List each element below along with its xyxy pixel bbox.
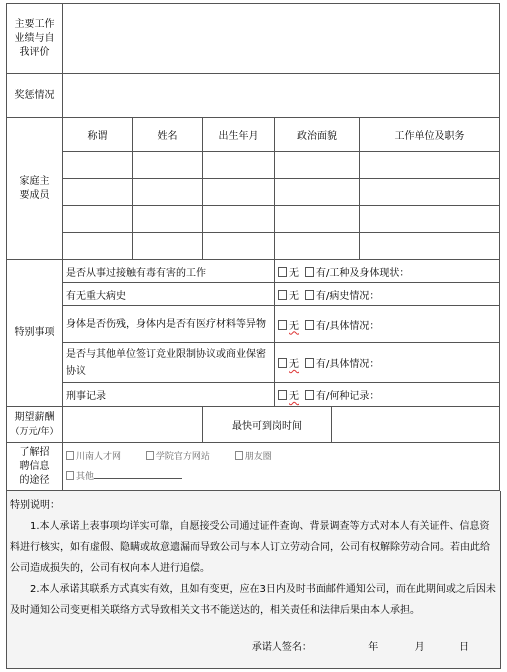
source-options-line [66,467,496,487]
family-cell[interactable] [275,179,360,206]
month-label: 月 [414,642,425,653]
form-table [6,3,500,491]
special-answer [275,343,500,383]
signature-line [10,637,497,658]
yes-option[interactable]: 有/具体情况： [305,321,379,332]
checkbox-icon [305,267,314,277]
special-answer [275,306,500,343]
family-cell[interactable] [360,206,500,233]
source-option[interactable]: 其他 [66,472,94,482]
family-cell[interactable] [203,179,275,206]
family-cell[interactable] [63,206,133,233]
family-row [7,152,500,179]
checkbox-icon [278,358,287,368]
row-rewards [7,74,500,118]
yes-option[interactable]: 有/病史情况： [305,291,379,302]
no-option[interactable]: 无 [278,321,299,332]
family-cell[interactable] [360,152,500,179]
application-form [6,3,499,669]
notes-title: 特别说明： [10,500,60,511]
special-row [7,343,500,383]
row-self-eval [7,4,500,74]
year-label: 年 [368,642,379,653]
no-option[interactable]: 无 [278,359,299,370]
no-option[interactable]: 无 [278,268,299,279]
family-cell[interactable] [133,233,203,260]
special-question: 是否与其他单位签订竞业限制协议或商业保密协议 [63,343,275,383]
family-row [7,179,500,206]
salary-unit: （万元/年） [10,426,59,437]
family-cell[interactable] [133,152,203,179]
checkbox-icon [146,451,154,460]
family-cell[interactable] [203,206,275,233]
special-question: 刑事记录 [63,383,275,407]
special-row [7,383,500,407]
special-row [7,260,500,283]
family-cell[interactable] [63,233,133,260]
source-options-line [66,447,496,467]
earliest-date-field[interactable] [332,407,500,443]
family-header-relation: 称谓 [63,118,133,152]
family-row [7,206,500,233]
special-question: 是否从事过接触有毒有害的工作 [63,260,275,283]
special-question: 身体是否伤残，身体内是否有医疗材料等异物 [63,306,275,343]
special-question: 有无重大病史 [63,283,275,306]
source-row [7,443,500,491]
special-notes [6,491,501,669]
salary-row [7,407,500,443]
rewards-field[interactable] [63,74,500,118]
checkbox-icon [66,471,74,480]
notes-paragraph: 1.本人承诺上表事项均详实可靠，自愿接受公司通过证件查询、背景调查等方式对本人有关证件、信息资料进行核实，如有虚假、隐瞒或故意遗漏而导致公司与本人订立劳动合同，公司有权解除劳动合同。若由此给公司造成损失的，公司有权向本人进行追偿。 [10,521,490,574]
family-header-political: 政治面貌 [275,118,360,152]
signature-label: 承诺人签名： [251,642,312,653]
yes-option[interactable]: 有/工种及身体现状： [305,268,409,279]
source-options [63,443,500,491]
family-row [7,233,500,260]
source-option[interactable]: 川南人才网 [66,452,121,462]
family-header-name: 姓名 [133,118,203,152]
family-cell[interactable] [360,179,500,206]
checkbox-icon [305,290,314,300]
rewards-label: 奖惩情况 [7,74,63,118]
yes-option[interactable]: 有/何种记录： [305,391,379,402]
no-option[interactable]: 无 [278,391,299,402]
yes-option[interactable]: 有/具体情况： [305,359,379,370]
checkbox-icon [278,267,287,277]
family-header-row [7,118,500,152]
self-eval-label: 主要工作业绩与自我评价 [7,4,63,74]
checkbox-icon [278,320,287,330]
family-cell[interactable] [275,233,360,260]
salary-label-text: 期望薪酬 [14,411,55,423]
family-header-employer: 工作单位及职务 [360,118,500,152]
family-cell[interactable] [203,233,275,260]
source-label: 了解招聘信息的途径 [7,443,63,491]
family-cell[interactable] [63,152,133,179]
family-label: 家庭主要成员 [7,118,63,260]
special-answer [275,260,500,283]
checkbox-icon [305,320,314,330]
notes-paragraph: 2.本人承诺其联系方式真实有效，且如有变更，应在3日内及时书面邮件通知公司，而在此期间或之后因未及时通知公司变更相关联络方式导致相关文书不能送达的，相关责任和法律后果由本人承担。 [10,584,496,616]
checkbox-icon [278,390,287,400]
special-answer [275,383,500,407]
self-eval-field[interactable] [63,4,500,74]
source-option[interactable]: 学院官方网站 [146,452,210,462]
checkbox-icon [305,390,314,400]
family-cell[interactable] [63,179,133,206]
family-cell[interactable] [203,152,275,179]
earliest-date-label: 最快可到岗时间 [203,407,332,443]
special-row [7,283,500,306]
checkbox-icon [278,290,287,300]
special-label: 特别事项 [7,260,63,407]
family-cell[interactable] [275,206,360,233]
family-cell[interactable] [133,179,203,206]
day-label: 日 [459,642,469,653]
no-option[interactable]: 无 [278,291,299,302]
family-header-birth: 出生年月 [203,118,275,152]
family-cell[interactable] [360,233,500,260]
other-source-blank[interactable] [94,469,182,479]
checkbox-icon [235,451,243,460]
special-row [7,306,500,343]
salary-label [7,407,63,443]
checkbox-icon [305,358,314,368]
source-option[interactable]: 朋友圈 [235,452,272,462]
family-cell[interactable] [275,152,360,179]
salary-field[interactable] [63,407,203,443]
special-answer [275,283,500,306]
checkbox-icon [66,451,74,460]
family-cell[interactable] [133,206,203,233]
